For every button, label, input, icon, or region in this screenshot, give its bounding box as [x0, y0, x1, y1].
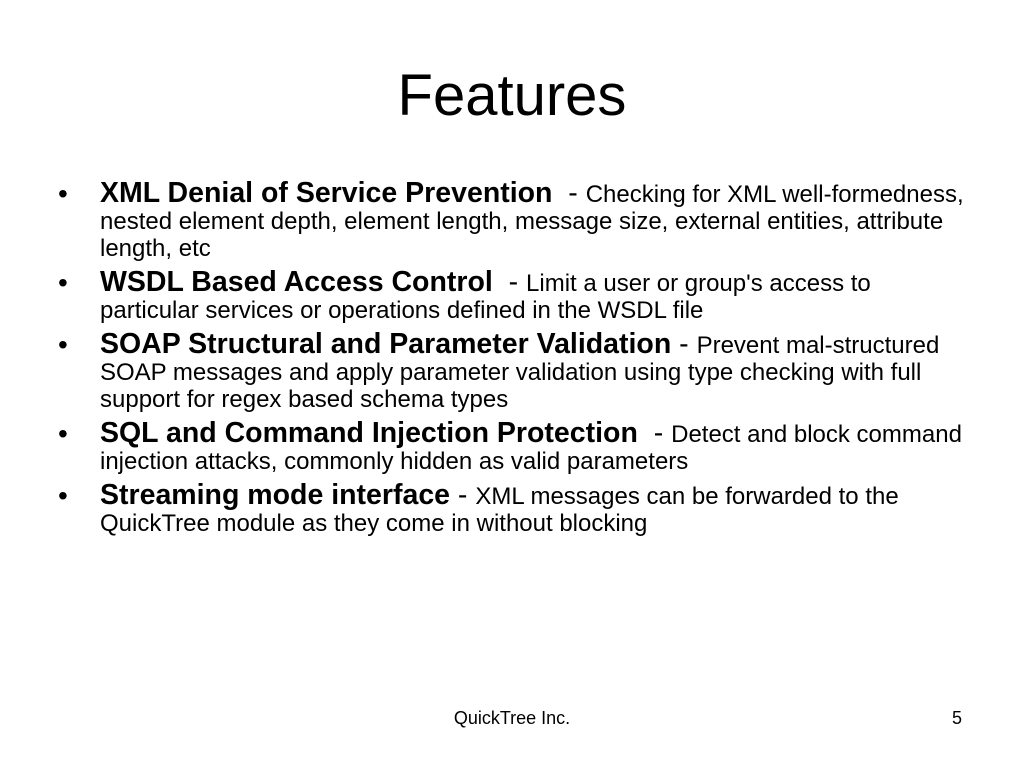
feature-item-sql-injection: [58, 418, 968, 475]
feature-description: Prevent mal-structured SOAP messages and apply parameter validation using type checking with full support for regex based schema types: [100, 332, 940, 413]
slide-footer: QuickTree Inc.: [453, 708, 571, 728]
feature-description: Checking for XML well-formedness, nested element depth, element length, message size, external entities, attribute length, etc: [100, 181, 964, 262]
bullet-icon: •: [58, 178, 68, 209]
feature-heading: SQL and Command Injection Protection: [100, 417, 638, 449]
bullet-icon: •: [58, 267, 68, 298]
feature-separator: -: [637, 417, 672, 449]
feature-separator: -: [492, 266, 527, 298]
slide-title: Features: [397, 63, 627, 128]
feature-item-xml-dos: [58, 178, 968, 262]
feature-description: Limit a user or group's access to particular services or operations defined in the WSDL file: [100, 270, 871, 324]
feature-list: [58, 178, 968, 542]
feature-item-streaming: [58, 480, 968, 537]
feature-item-soap-validation: [58, 329, 968, 413]
feature-heading: Streaming mode interface: [100, 479, 451, 511]
feature-item-wsdl-access: [58, 267, 968, 324]
feature-separator: -: [450, 479, 476, 511]
feature-separator: -: [552, 177, 586, 209]
page-number: 5: [951, 708, 962, 728]
feature-description: XML messages can be forwarded to the QuickTree module as they come in without blocking: [100, 483, 899, 537]
feature-heading: SOAP Structural and Parameter Validation: [100, 328, 672, 360]
bullet-icon: •: [58, 480, 68, 511]
feature-heading: XML Denial of Service Prevention: [100, 177, 553, 209]
bullet-icon: •: [58, 329, 68, 360]
bullet-icon: •: [58, 418, 68, 449]
feature-separator: -: [671, 328, 697, 360]
feature-description: Detect and block command injection attacks, commonly hidden as valid parameters: [100, 421, 962, 475]
feature-heading: WSDL Based Access Control: [100, 266, 493, 298]
